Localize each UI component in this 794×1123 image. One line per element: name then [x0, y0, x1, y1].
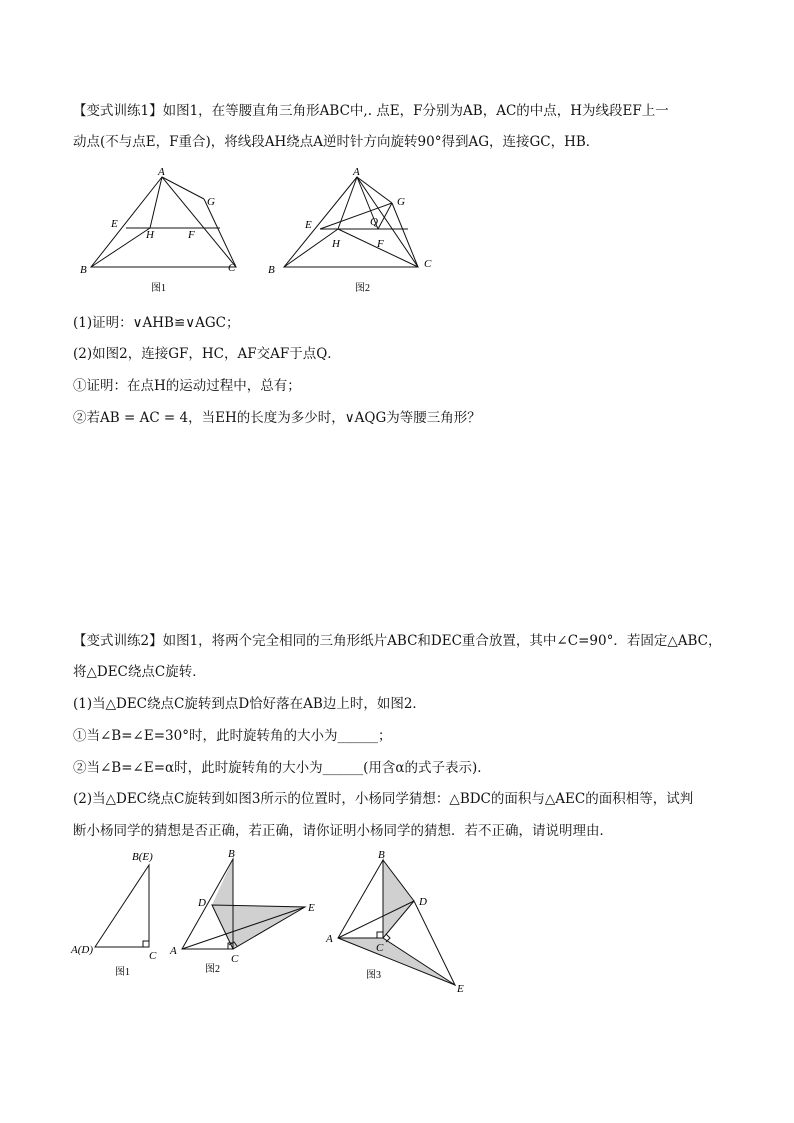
p1f2-label-A: A [353, 166, 360, 178]
problem1-line2: 动点(不与点E，F重合)，将线段AH绕点A逆时针方向旋转90°得到AG，连接GC，HB． [73, 134, 600, 150]
problem1-q2: (2)如图2，连接GF，HC，AF交AF于点Q． [73, 346, 341, 362]
p1f2-caption: 图2 [355, 283, 370, 294]
p1f1-label-A: A [158, 166, 165, 178]
p2f3-label-B: B [378, 849, 385, 861]
problem2-q1: (1)当△DEC绕点C旋转到点D恰好落在AB边上时，如图2． [73, 696, 426, 712]
p1f2-label-Q: Q [370, 216, 378, 228]
problem2-line2: 将△DEC绕点C旋转． [73, 664, 206, 680]
p1f1-label-G: G [207, 196, 215, 208]
p1f2-label-G: G [397, 196, 405, 208]
p1f1-label-B: B [80, 264, 87, 276]
problem1-q2a: ①证明：在点H的运动过程中，总有； [73, 378, 301, 394]
p2f3-label-C: C [376, 942, 384, 954]
problem2-q2-line2: 断小杨同学的猜想是否正确，若正确，请你证明小杨同学的猜想．若不正确，请说明理由． [73, 823, 613, 839]
problem2-figure-2 [160, 845, 330, 985]
p2f2-label-E: E [308, 902, 315, 914]
p1f1-caption: 图1 [151, 283, 166, 294]
problem1-line1: 【变式训练1】如图1，在等腰直角三角形ABC中,. 点E，F分别为AB，AC的中点，H为线段EF上一 [73, 103, 669, 119]
p2f3-caption: 图3 [366, 970, 381, 981]
p1f2-label-B: B [268, 264, 275, 276]
p2f3-label-E: E [457, 983, 464, 995]
p2f1-label-bottom-left: A(D) [71, 944, 93, 956]
p2f1-label-C: C [149, 950, 157, 962]
problem1-figure-1 [70, 165, 250, 295]
problem2-figure-3 [318, 845, 478, 1005]
problem2-q1b: ②当∠B=∠E=α时，此时旋转角的大小为______(用含α的式子表示)． [73, 760, 491, 776]
p1f1-label-C: C [228, 262, 236, 274]
p2f2-label-C: C [231, 953, 239, 965]
p2f2-label-D: D [198, 897, 206, 909]
p1f2-label-E: E [305, 219, 312, 231]
problem2-figure-1 [65, 845, 175, 985]
p2f3-label-D: D [419, 896, 427, 908]
problem2-q2-line1: (2)当△DEC绕点C旋转到如图3所示的位置时，小杨同学猜想：△BDC的面积与△AEC的面积相等，试判 [73, 791, 694, 807]
p1f2-label-C: C [424, 258, 432, 270]
problem1-q1: (1)证明：∨AHB≌∨AGC； [73, 315, 240, 331]
problem2-line1: 【变式训练2】如图1，将两个完全相同的三角形纸片ABC和DEC重合放置，其中∠C=90°．若固定△ABC， [73, 633, 722, 649]
p2f3-label-A: A [326, 933, 333, 945]
problem1-figure-2 [265, 165, 445, 295]
p2f1-label-top: B(E) [132, 851, 153, 863]
p2f1-caption: 图1 [115, 967, 130, 978]
p1f1-label-E: E [111, 218, 118, 230]
p1f2-label-F: F [377, 238, 384, 250]
p1f2-label-H: H [332, 238, 340, 250]
p1f1-label-F: F [188, 229, 195, 241]
p2f2-label-B: B [228, 848, 235, 860]
problem1-q2b: ②若AB = AC = 4，当EH的长度为多少时，∨AQG为等腰三角形？ [73, 410, 481, 426]
p1f1-label-H: H [146, 229, 154, 241]
p2f2-label-A: A [170, 945, 177, 957]
problem2-q1a: ①当∠B=∠E=30°时，此时旋转角的大小为______； [73, 728, 392, 744]
p2f2-caption: 图2 [205, 964, 220, 975]
